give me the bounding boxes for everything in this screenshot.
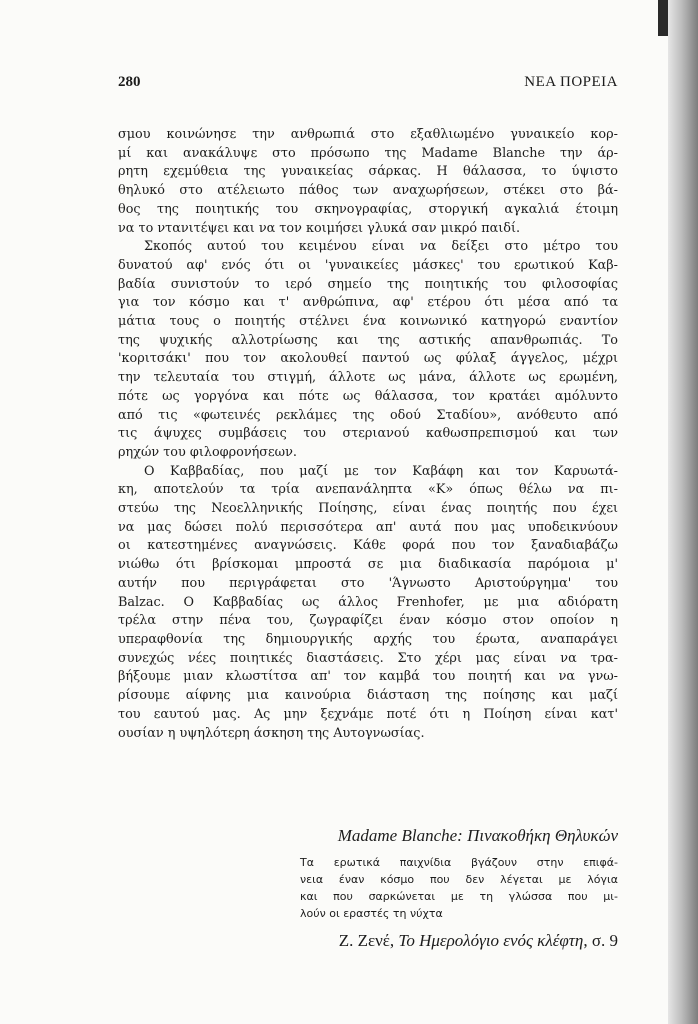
text-line: για τον κόσμο και τ' ανθρώπινα, αφ' ετέρου ότι μέσα από τα [118,295,618,311]
article-body [118,126,618,743]
text-line: σμου κοινώνησε την ανθρωπιά στο εξαθλιωμένο γυναικείο κορ- [118,127,618,142]
text-line: 'κοριτσάκι' που τον ακολουθεί παντού ως φύλαξ άγγελος, μέχρι [118,351,618,367]
source-page: , σ. 9 [583,931,618,950]
text-line: κη, αποτελούν τα τρία ανεπανάληπτα «Κ» όπως θέλω να πι- [118,482,618,498]
epigraph-source [300,931,618,951]
text-line: νιώθω ότι βρίσκομαι μπροστά σε μια διαδικασία παρόμοια μ' [118,557,618,573]
text-line: ρητη εχεμύθεια της γυναικείας σάρκας. Η θάλασσα, το ύψιστο [118,164,618,180]
text-line: βήξουμε μιαν κλωστίτσα απ' τον καμβά του ποιητή και να γνω- [118,669,618,685]
poem-line: λούν οι εραστές τη νύχτα [300,907,443,920]
text-line: την τελευταία του στιγμή, άλλοτε ως μάνα, άλλοτε ως ερωμένη, [118,370,618,386]
text-line: υπεραφθονία της δημιουργικής αρχής του έρωτα, αναπαράγει [118,631,618,647]
text-line: συνεχώς νέες ποιητικές διαστάσεις. Στο χέρι μας είναι να τρα- [118,650,618,666]
text-line: της ψυχικής αλλοτρίωσης και της αστικής απανθρωπιάς. Το [118,332,618,348]
page-number: 280 [118,74,141,90]
text-line: τις άψυχες συμβάσεις του στεριανού καθωσπρεπισμού και των [118,426,618,442]
text-line: ρίσουμε αίφνης μια καινούρια διάσταση της ποίησης και μαζί [118,688,618,704]
paragraph-2 [118,238,618,462]
text-line: να το ντανιτέψει και να τον κοιμήσει γλυκά σαν μικρό παιδί. [118,220,521,236]
poem-line: Τα ερωτικά παιχνίδια βγάζουν στην επιφά- [300,856,618,869]
text-line: θηλυκό στο ατέλειωτο πάθος των αναχωρήσεων, στέκει στο βά- [118,183,618,199]
epigraph-title: Madame Blanche: Πινακοθήκη Θηλυκών [337,826,618,845]
text-line: του εαυτού μας. Ας μην ξεχνάμε ποτέ ότι η Ποίηση είναι κατ' [118,706,618,722]
poem-line: και που σαρκώνεται με τη γλώσσα που μι- [300,890,618,903]
epigraph-poem [300,854,618,922]
text-line: θος της ποιητικής του σκηνογραφίας, στοργική αγκαλιά έτοιμη [118,201,618,217]
running-header [118,74,618,94]
text-line: Σκοπός αυτού του κειμένου είναι να δείξει στο μέτρο του [144,239,618,255]
text-line: βαδία συνιστούν το ιερό σημείο της ποιητικής του φιλοσοφίας [118,276,618,292]
text-line: από τις «φωτεινές ρεκλάμες της οδού Σταδίου», ανόθευτο από [118,407,618,423]
scan-page-edge [668,0,698,1024]
paragraph-3 [118,463,618,744]
source-work: Το Ημερολόγιο ενός κλέφτη [398,931,584,950]
text-line: Ο Καββαδίας, που μαζί με τον Καβάφη και τον Καρυωτά- [144,463,618,479]
journal-title: ΝΕΑ ΠΟΡΕΙΑ [524,74,618,90]
text-line: ουσίαν η υψηλότερη άσκηση της Αυτογνωσίας. [118,725,425,741]
poem-line: νεια έναν κόσμο που δεν λέγεται με λόγια [300,873,618,886]
text-line: μάτια τους ο ποιητής στέλνει ένα κοινωνικό κατηγορώ εναντίον [118,314,618,330]
source-author: Ζ. Ζενέ, [338,931,399,950]
text-line: τρέλα στην πένα του, ζωγραφίζει έναν κόσμο στον οποίον η [118,613,618,629]
text-line: Balzac. Ο Καββαδίας ως άλλος Frenhofer, με μια αδιόρατη [118,594,618,610]
text-line: πότε ως γοργόνα και πότε ως θάλασσα, τον κρατάει αμόλυντο [118,388,618,404]
text-line: μί και ανακάλυψε στο πρόσωπο της Madame Blanche την άρ- [118,145,618,161]
text-line: να μας δώσει πολύ περισσότερα απ' αυτά που μας υποδεικνύουν [118,519,618,535]
text-line: οι κατεστημένες αναγνώσεις. Κάθε φορά που τον ξαναδιαβάζω [118,538,618,554]
paragraph-1 [118,126,618,238]
text-line: στεύω της Νεοελληνικής Ποίησης, είναι ένας ποιητής που έχει [118,501,618,517]
text-line: ρηχών του φιλοφρονήσεων. [118,444,297,460]
text-line: δυνατού αφ' ενός ότι οι 'γυναικείες μάσκες' του ερωτικού Καβ- [118,257,618,273]
text-line: αυτήν που περιγράφεται στο 'Άγνωστο Αριστούργημα' του [118,575,618,591]
